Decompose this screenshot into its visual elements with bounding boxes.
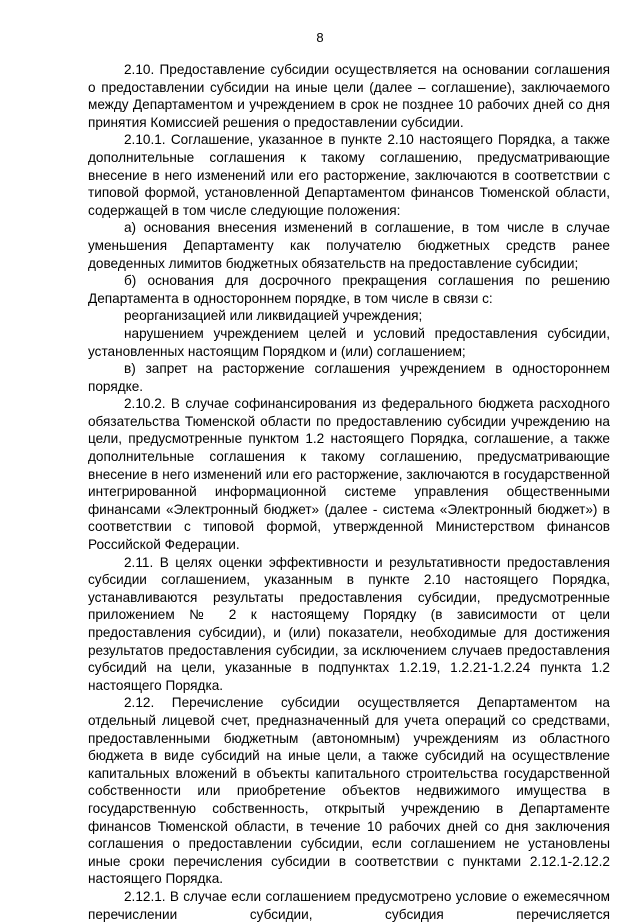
paragraph-item-b: б) основания для досрочного прекращения соглашения по решению Департамента в одностороннем порядке, в том числе в связи с: (88, 273, 610, 306)
paragraph-2-10-2: 2.10.2. В случае софинансирования из федерального бюджета расходного обязательства Тюменской области по предоставлению субсидии учреждению на цели, предусмотренные пунктом 1.2 настоящего Порядка, соглашение, а также дополнительные соглашения к такому соглашению, предусматривающие внесение в него изменений или его расторжение, заключаются в государственной интегрированной информационной системе управления общественными финансами «Электронный бюджет» (далее - система «Электронный бюджет») в соответствии с типовой формой, утвержденной Министерством финансов Российской Федерации. (88, 396, 610, 553)
paragraph-2-10: 2.10. Предоставление субсидии осуществляется на основании соглашения о предоставлении субсидии на иные цели (далее – соглашение), заключаемого между Департаментом и учреждением в срок не позднее 10 рабочих дней со дня принятия Комиссией решения о предоставлении субсидии. (88, 62, 610, 130)
paragraph-2-12-1: 2.12.1. В случае если соглашением предусмотрено условие о ежемесячном перечислении субсидии, субсидия перечисляется (88, 888, 610, 922)
paragraph-2-10-1: 2.10.1. Соглашение, указанное в пункте 2.10 настоящего Порядка, а также дополнительные соглашения к такому соглашению, предусматривающие внесение в него изменений или его расторжение, заключаются в соответствии с типовой формой, установленной Департаментом финансов Тюменской области, содержащей в том числе следующие положения: (88, 132, 610, 218)
paragraph-item-a: а) основания внесения изменений в соглашение, в том числе в случае уменьшения Департаменту как получателю бюджетных средств ранее доведенных лимитов бюджетных обязательств на предоставление субсидии; (88, 220, 610, 271)
paragraph-2-11: 2.11. В целях оценки эффективности и результативности предоставления субсидии соглашением, указанным в пункте 2.10 настоящего Порядка, устанавливаются результаты предоставления субсидии, предусмотренные приложением № 2 к настоящему Порядку (в зависимости от цели предоставления субсидии), и (или) показатели, необходимые для достижения результатов предоставления субсидии, за исключением случаев предоставления субсидий на цели, указанные в подпунктах 1.2.19, 1.2.21-1.2.24 пункта 1.2 настоящего Порядка. (88, 554, 610, 693)
paragraph-item-v: в) запрет на расторжение соглашения учреждением в одностороннем порядке. (88, 361, 610, 394)
paragraph-violation: нарушением учреждением целей и условий предоставления субсидии, установленных настоящим Порядком и (или) соглашением; (88, 325, 610, 359)
paragraph-reorganization: реорганизацией или ликвидацией учреждения; (124, 308, 423, 324)
document-body (88, 61, 610, 923)
page-number: 8 (316, 30, 324, 45)
paragraph-2-12: 2.12. Перечисление субсидии осуществляется Департаментом на отдельный лицевой счет, предназначенный для учета операций со средствами, предоставленными бюджетным (автономным) учреждениям из областного бюджета в виде субсидий на иные цели, а также субсидий на осуществление капитальных вложений в объекты капитального строительства государственной собственности или приобретение объектов недвижимого имущества в государственную собственность, открытый учреждению в Департаменте финансов Тюменской области, в течение 10 рабочих дней со дня заключения соглашения о предоставлении субсидии, если соглашением не установлены иные сроки перечисления субсидии в соответствии с пунктами 2.12.1-2.12.2 настоящего Порядка. (88, 695, 610, 887)
